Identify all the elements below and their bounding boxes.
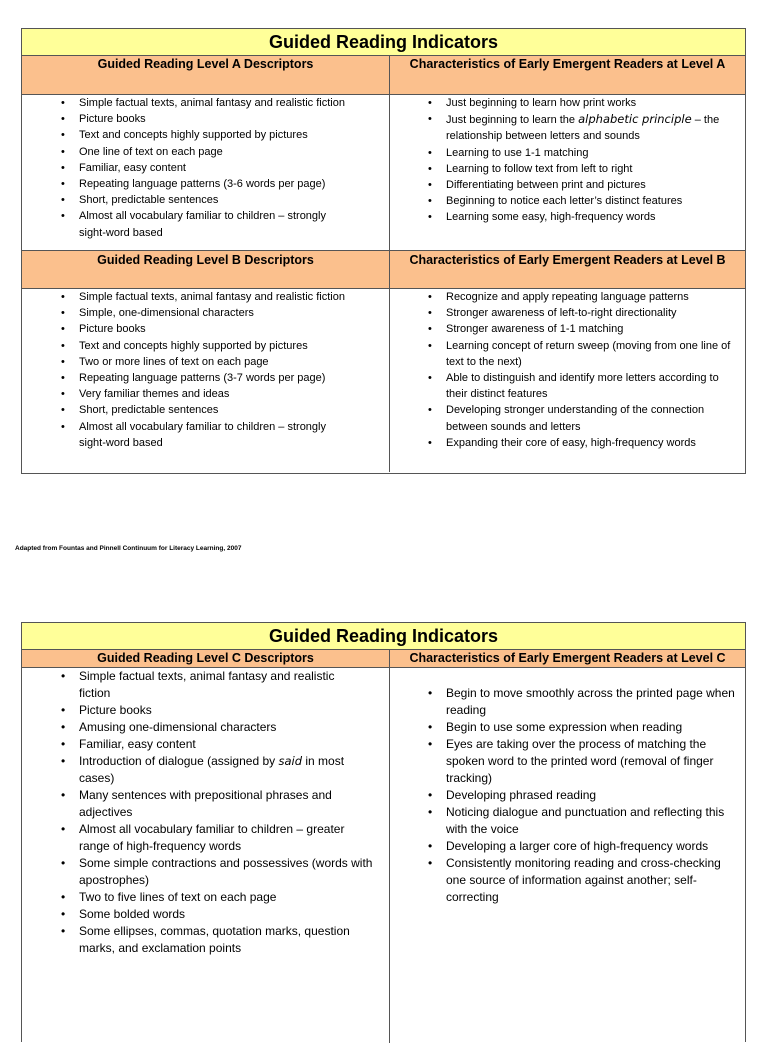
list-item: • Learning to follow text from left to right [390,161,745,177]
level-a-descriptors-header: Guided Reading Level A Descriptors [97,57,314,71]
list-item: • Amusing one-dimensional characters [22,719,389,736]
level-c-descriptors-cell [22,668,389,1043]
list-item: • Developing phrased reading [390,787,745,804]
level-c-characteristics-header: Characteristics of Early Emergent Readers at Level C [389,650,745,667]
list-item: • Developing a larger core of high-frequency words [390,838,745,855]
level-a-characteristics-list [390,95,745,226]
list-item-text: in most cases) [79,754,345,785]
table-title: Guided Reading Indicators [22,623,745,650]
list-item: • Noticing dialogue and punctuation and reflecting this with the voice [390,804,745,838]
list-item: • Simple, one-dimensional characters [22,305,389,321]
level-a-characteristics-header: Characteristics of Early Emergent Readers at Level A [389,56,745,94]
list-item [22,753,389,787]
level-a-content-row [22,95,745,251]
list-item: • Begin to move smoothly across the printed page when reading [390,685,745,719]
list-item: • Learning some easy, high-frequency words [390,209,745,225]
list-item [390,111,745,144]
level-c-descriptors-list [22,668,389,957]
list-item: • Picture books [22,702,389,719]
list-item: • Two or more lines of text on each page [22,354,389,370]
level-c-characteristics-cell [389,668,745,1043]
list-item-text: Introduction of dialogue (assigned by [79,754,276,768]
level-c-content-row [22,668,745,1043]
list-item: • Picture books [22,111,389,127]
list-item-text: Just beginning to learn the [446,114,576,127]
level-b-header-row [22,251,745,289]
list-item: • Differentiating between print and pictures [390,177,745,193]
list-item: • Just beginning to learn how print works [390,95,745,111]
list-item: • Two to five lines of text on each page [22,889,389,906]
list-item: • Learning concept of return sweep (moving from one line of text to the next) [390,338,745,370]
list-item: • Text and concepts highly supported by pictures [22,127,389,143]
italic-term: said [278,754,303,768]
list-item: • Many sentences with prepositional phrases and adjectives [22,787,389,821]
guided-reading-table-a-b [21,28,746,474]
level-b-characteristics-cell [389,289,745,472]
list-item: • One line of text on each page [22,144,389,160]
list-item: • Some bolded words [22,906,389,923]
level-a-descriptors-list [22,95,389,241]
list-item: • Able to distinguish and identify more letters according to their distinct features [390,370,745,402]
list-item: • Simple factual texts, animal fantasy and realistic fiction [22,668,389,702]
level-b-content-row [22,289,745,472]
list-item: • Very familiar themes and ideas [22,386,389,402]
list-item: • Expanding their core of easy, high-frequency words [390,435,745,451]
level-b-characteristics-header: Characteristics of Early Emergent Readers at Level B [389,251,745,288]
list-item: • Short, predictable sentences [22,192,389,208]
list-item: • Some simple contractions and possessives (words with apostrophes) [22,855,389,889]
list-item: • Consistently monitoring reading and cross-checking one source of information against another; self-correcting [390,855,745,906]
list-item: • Stronger awareness of left-to-right directionality [390,305,745,321]
list-item: • Almost all vocabulary familiar to children – strongly sight-word based [22,419,389,451]
table-title: Guided Reading Indicators [22,29,745,56]
list-item: • Picture books [22,321,389,337]
list-item: • Repeating language patterns (3-7 words per page) [22,370,389,386]
list-item: • Simple factual texts, animal fantasy and realistic fiction [22,289,389,305]
list-item: • Beginning to notice each letter’s distinct features [390,193,745,209]
list-item-text: – the relationship between letters and sounds [446,114,720,143]
list-item: • Developing stronger understanding of the connection between sounds and letters [390,402,745,434]
list-item: • Almost all vocabulary familiar to children – strongly sight-word based [22,208,389,240]
list-item: • Familiar, easy content [22,160,389,176]
italic-term: alphabetic principle [578,112,692,127]
level-c-header-row [22,650,745,668]
list-item: • Almost all vocabulary familiar to children – greater range of high-frequency words [22,821,389,855]
list-item: • Text and concepts highly supported by pictures [22,338,389,354]
list-item: • Begin to use some expression when reading [390,719,745,736]
level-b-characteristics-list [390,289,745,451]
list-item: • Some ellipses, commas, quotation marks, question marks, and exclamation points [22,923,389,957]
level-b-descriptors-cell [22,289,389,472]
list-item: • Recognize and apply repeating language patterns [390,289,745,305]
level-a-descriptors-cell [22,95,389,250]
list-item: • Familiar, easy content [22,736,389,753]
list-item: • Repeating language patterns (3-6 words per page) [22,176,389,192]
list-item: • Stronger awareness of 1-1 matching [390,321,745,337]
level-b-descriptors-header: Guided Reading Level B Descriptors [97,253,314,267]
list-item: • Learning to use 1-1 matching [390,145,745,161]
list-item: • Eyes are taking over the process of matching the spoken word to the printed word (removal of finger tracking) [390,736,745,787]
level-a-header-row [22,56,745,95]
source-credit: Adapted from Fountas and Pinnell Continuum for Literacy Learning, 2007 [15,545,242,552]
level-b-descriptors-list [22,289,389,451]
list-item: • Short, predictable sentences [22,402,389,418]
list-item: • Simple factual texts, animal fantasy and realistic fiction [22,95,389,111]
level-c-descriptors-header: Guided Reading Level C Descriptors [97,651,314,665]
guided-reading-table-c [21,622,746,1042]
level-a-characteristics-cell [389,95,745,250]
level-c-characteristics-list [390,685,745,906]
